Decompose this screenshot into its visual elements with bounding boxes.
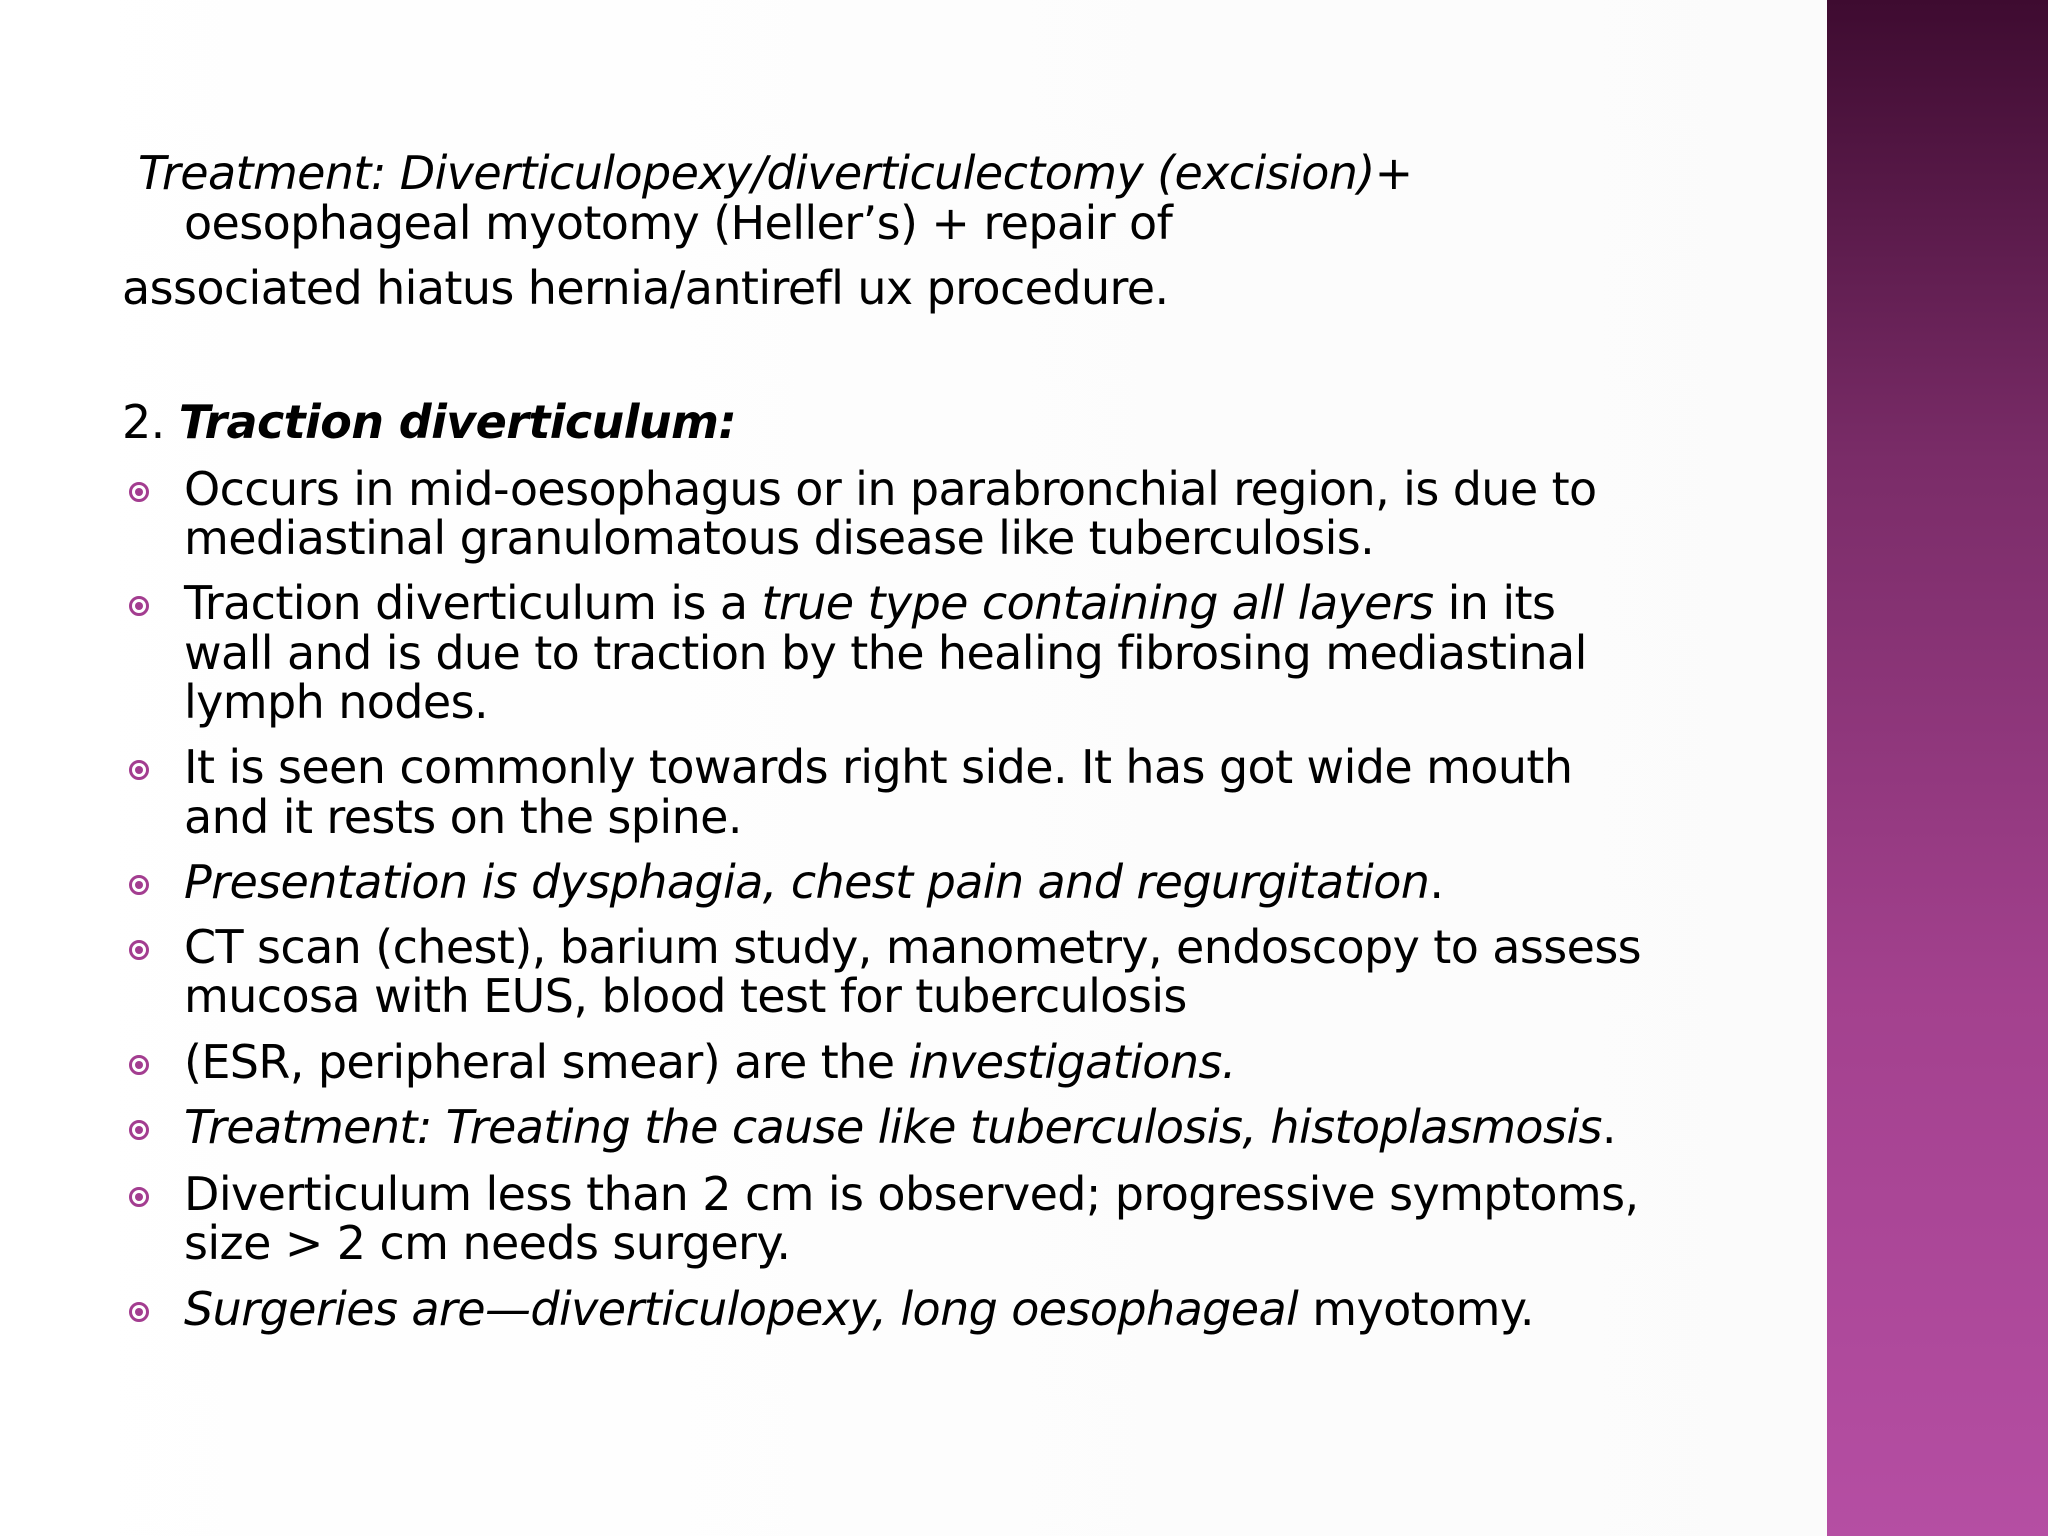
bullet-1-line-2: mediastinal granulomatous disease like tuberculosis. (184, 511, 1375, 565)
bullet-2-line-2: wall and is due to traction by the healing fibrosing mediastinal (184, 626, 1587, 680)
bullet-8-line-1: Diverticulum less than 2 cm is observed; progressive symptoms, (184, 1167, 1639, 1221)
bullet-icon (129, 1120, 149, 1140)
bullet-icon (129, 1187, 149, 1207)
bullet-9-line-1: Surgeries are—diverticulopexy, long oesophageal myotomy. (184, 1282, 1534, 1336)
bullet-5-line-2: mucosa with EUS, blood test for tuberculosis (184, 969, 1187, 1023)
section-heading (122, 397, 736, 447)
bullet-3-line-1: It is seen commonly towards right side. It has got wide mouth (184, 740, 1573, 794)
section-number: 2. (122, 395, 179, 449)
bullet-icon (129, 1302, 149, 1322)
bullet-icon (129, 1055, 149, 1075)
decorative-side-bar (1827, 0, 2048, 1536)
bullet-4-line-1: Presentation is dysphagia, chest pain and regurgitation. (184, 855, 1444, 909)
section-title: Traction diverticulum: (178, 395, 737, 449)
bullet-7-line-1: Treatment: Treating the cause like tuberculosis, histoplasmosis. (184, 1100, 1616, 1154)
bullet-icon (129, 596, 149, 616)
bullet-icon (129, 875, 149, 895)
bullet-6-line-1: (ESR, peripheral smear) are the investigations. (184, 1035, 1236, 1089)
bullet-icon (129, 760, 149, 780)
bullet-3-line-2: and it rests on the spine. (184, 790, 742, 844)
bullet-2-line-1: Traction diverticulum is a true type containing all layers in its (184, 576, 1556, 630)
bullet-8-line-2: size > 2 cm needs surgery. (184, 1216, 791, 1270)
bullet-1-line-1: Occurs in mid-oesophagus or in parabronchial region, is due to (184, 462, 1597, 516)
bullet-5-line-1: CT scan (chest), barium study, manometry, endoscopy to assess (184, 920, 1642, 974)
bullet-2-line-3: lymph nodes. (184, 675, 488, 729)
treatment-line-2: oesophageal myotomy (Heller’s) + repair of (184, 196, 1173, 250)
treatment-line-1: Treatment: Diverticulopexy/diverticulectomy (excision)+ (138, 146, 1413, 200)
bullet-icon (129, 482, 149, 502)
treatment-line-3: associated hiatus hernia/antirefl ux procedure. (122, 261, 1169, 315)
bullet-icon (129, 940, 149, 960)
